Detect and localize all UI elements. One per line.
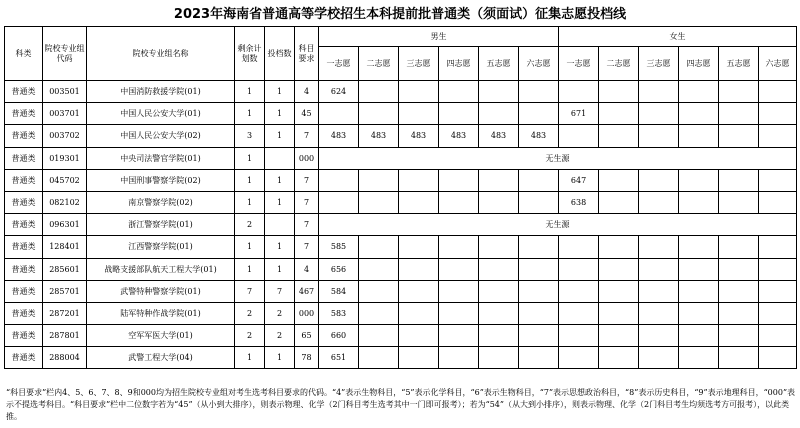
cell-male-score [519,103,559,125]
cell-female-score [679,169,719,191]
cell-female-score [639,302,679,324]
cell-name: 江西警察学院(01) [87,236,235,258]
cell-code: 003702 [43,125,87,147]
cell-female-score [559,325,599,347]
table-row [5,125,797,147]
cell-female-score [679,280,719,302]
cell-male-score: 624 [319,81,359,103]
cell-female-score [639,236,679,258]
cell-female-score [719,169,759,191]
cell-category: 普通类 [5,125,43,147]
cell-male-score [439,169,479,191]
table-row [5,147,797,169]
cell-subject: 000 [295,147,319,169]
cell-no-source: 无生源 [319,214,797,236]
cell-female-score [559,280,599,302]
cell-female-score [679,125,719,147]
cell-male-score: 583 [319,302,359,324]
cell-male-score [479,325,519,347]
cell-submitted: 2 [265,302,295,324]
cell-male-score: 483 [439,125,479,147]
cell-female-score [639,325,679,347]
cell-remaining: 1 [235,81,265,103]
cell-male-score [359,169,399,191]
cell-male-score [359,191,399,213]
cell-remaining: 1 [235,169,265,191]
table-row [5,258,797,280]
cell-female-score [719,258,759,280]
cell-female-score [759,302,797,324]
cell-submitted: 1 [265,125,295,147]
cell-male-score [359,258,399,280]
cell-female-score [759,280,797,302]
cell-male-score [519,302,559,324]
cell-code: 287801 [43,325,87,347]
cell-code: 003701 [43,103,87,125]
cell-code: 019301 [43,147,87,169]
cell-male-score [399,236,439,258]
cell-male-score [359,81,399,103]
table-row [5,280,797,302]
cell-male-score: 483 [479,125,519,147]
cell-male-score [399,258,439,280]
cell-subject: 4 [295,81,319,103]
cell-male-score [479,191,519,213]
cell-male-score [439,103,479,125]
cell-male-score [439,302,479,324]
cell-submitted: 1 [265,103,295,125]
cell-female-score [599,103,639,125]
cell-name: 陆军特种作战学院(01) [87,302,235,324]
cell-category: 普通类 [5,302,43,324]
cell-male-score [359,302,399,324]
cell-male-score [359,103,399,125]
cell-male-score [479,302,519,324]
header-name: 院校专业组名称 [87,27,235,81]
table-row [5,214,797,236]
cell-name: 武警特种警察学院(01) [87,280,235,302]
cell-submitted: 1 [265,236,295,258]
cell-female-score [679,191,719,213]
cell-female-score [599,236,639,258]
page-title: 2023年海南省普通高等学校招生本科提前批普通类（须面试）征集志愿投档线 [173,7,627,22]
cell-code: 003501 [43,81,87,103]
cell-female-score [719,191,759,213]
cell-male-score [519,81,559,103]
cell-female-score [639,169,679,191]
cell-category: 普通类 [5,280,43,302]
cell-female-score [559,258,599,280]
cell-female-score [759,125,797,147]
cell-female-score [639,191,679,213]
cell-male-score: 660 [319,325,359,347]
cell-submitted: 1 [265,81,295,103]
cell-female-score [639,280,679,302]
cell-male-score [479,169,519,191]
cell-female-score [559,236,599,258]
cell-subject: 78 [295,347,319,369]
table-row [5,191,797,213]
cell-female-score [719,347,759,369]
cell-female-score [679,258,719,280]
header-subject: 科目要求 [295,27,319,81]
cell-male-score [359,325,399,347]
cell-male-score [319,169,359,191]
cell-submitted: 7 [265,280,295,302]
header-female-choice: 六志愿 [759,47,797,81]
cell-female-score [759,325,797,347]
cell-female-score [599,81,639,103]
cell-submitted: 1 [265,169,295,191]
cell-subject: 7 [295,236,319,258]
cell-female-score [719,280,759,302]
cell-remaining: 3 [235,125,265,147]
cell-remaining: 1 [235,236,265,258]
cell-female-score [679,302,719,324]
cell-subject: 7 [295,214,319,236]
cell-male-score [399,347,439,369]
cell-remaining: 1 [235,347,265,369]
cell-remaining: 1 [235,258,265,280]
cell-remaining: 2 [235,302,265,324]
cell-male-score [319,191,359,213]
cell-male-score [399,325,439,347]
cell-submitted: 1 [265,258,295,280]
header-male-choice: 五志愿 [479,47,519,81]
header-female: 女生 [559,27,797,47]
cell-submitted: 2 [265,325,295,347]
cell-female-score: 647 [559,169,599,191]
cell-male-score [439,81,479,103]
cell-male-score: 651 [319,347,359,369]
cell-male-score [439,280,479,302]
header-male-choice: 六志愿 [519,47,559,81]
cell-male-score: 483 [519,125,559,147]
cell-female-score [559,347,599,369]
cell-female-score [679,103,719,125]
table-row [5,302,797,324]
cell-male-score [479,103,519,125]
cell-male-score [519,325,559,347]
cell-female-score [719,302,759,324]
cell-subject: 7 [295,125,319,147]
cell-subject: 4 [295,258,319,280]
cell-remaining: 2 [235,325,265,347]
cell-female-score [639,81,679,103]
cell-female-score [559,125,599,147]
cell-name: 武警工程大学(04) [87,347,235,369]
cell-male-score [439,236,479,258]
cell-name: 中国人民公安大学(01) [87,103,235,125]
cell-name: 南京警察学院(02) [87,191,235,213]
cell-code: 045702 [43,169,87,191]
cell-female-score [599,280,639,302]
cell-remaining: 1 [235,191,265,213]
cell-name: 空军军医大学(01) [87,325,235,347]
cell-female-score [599,325,639,347]
header-female-choice: 四志愿 [679,47,719,81]
cell-category: 普通类 [5,347,43,369]
cell-male-score [519,258,559,280]
header-male-choice: 三志愿 [399,47,439,81]
header-male: 男生 [319,27,559,47]
table-row [5,103,797,125]
footnote: “科目要求”栏内4、5、6、7、8、9和000均为招生院校专业组对考生选考科目要求的代码。“4”表示生物科目，“5”表示化学科目，“6”表示生物科目，“7”表示思想政治科目，“8”表示历史科目，“9”表示地理科目，“000”表示不提选考科目。“科目要求”栏中二位数字若为“45”（从小到大排序），则表示物理、化学（2门科目考生选考其中一门即可报考）；若为“54”（从大到小排序），则表示物理、化学（2门科目考生均须选考方可报考），以此类推。 [6,388,796,421]
cell-code: 285701 [43,280,87,302]
cell-subject: 000 [295,302,319,324]
cell-male-score [479,81,519,103]
cell-submitted: 1 [265,191,295,213]
cell-female-score [759,169,797,191]
header-male-choice: 二志愿 [359,47,399,81]
cell-female-score [759,103,797,125]
cell-female-score [719,125,759,147]
cell-remaining: 7 [235,280,265,302]
table-row [5,347,797,369]
cell-male-score [399,302,439,324]
cell-female-score [759,236,797,258]
table-row [5,236,797,258]
header-female-choice: 三志愿 [639,47,679,81]
cell-female-score [679,347,719,369]
cell-category: 普通类 [5,103,43,125]
table-row [5,169,797,191]
cell-male-score [519,236,559,258]
cell-remaining: 1 [235,147,265,169]
cell-female-score [719,236,759,258]
header-code: 院校专业组代码 [43,27,87,81]
cell-male-score [399,103,439,125]
cell-subject: 467 [295,280,319,302]
cell-female-score [679,325,719,347]
cell-male-score [399,191,439,213]
cell-male-score [319,103,359,125]
cell-female-score [559,302,599,324]
cell-code: 082102 [43,191,87,213]
header-female-choice: 一志愿 [559,47,599,81]
cell-name: 中国人民公安大学(02) [87,125,235,147]
cell-male-score [479,258,519,280]
table-body [5,81,797,369]
cell-male-score: 483 [399,125,439,147]
cell-female-score [599,347,639,369]
cell-male-score: 483 [319,125,359,147]
cell-female-score [559,81,599,103]
cell-female-score [719,325,759,347]
cell-code: 285601 [43,258,87,280]
cell-submitted: 1 [265,347,295,369]
cell-male-score [519,191,559,213]
cell-subject: 7 [295,169,319,191]
cell-male-score [359,347,399,369]
cell-subject: 45 [295,103,319,125]
cell-category: 普通类 [5,258,43,280]
cell-name: 战略支援部队航天工程大学(01) [87,258,235,280]
header-female-choice: 二志愿 [599,47,639,81]
cell-code: 096301 [43,214,87,236]
cell-subject: 7 [295,191,319,213]
cell-male-score [479,236,519,258]
cell-male-score [479,280,519,302]
admission-score-table [4,26,797,369]
cell-male-score [399,169,439,191]
cell-female-score [599,191,639,213]
cell-female-score [759,191,797,213]
cell-male-score [399,81,439,103]
cell-female-score [639,347,679,369]
cell-category: 普通类 [5,191,43,213]
cell-female-score [759,81,797,103]
cell-category: 普通类 [5,236,43,258]
cell-male-score [359,280,399,302]
cell-category: 普通类 [5,214,43,236]
cell-female-score [639,125,679,147]
header-male-choice: 一志愿 [319,47,359,81]
cell-male-score: 483 [359,125,399,147]
cell-remaining: 1 [235,103,265,125]
header-category: 科类 [5,27,43,81]
cell-submitted [265,214,295,236]
cell-code: 287201 [43,302,87,324]
cell-female-score [639,103,679,125]
cell-category: 普通类 [5,169,43,191]
cell-female-score [719,81,759,103]
table-row [5,325,797,347]
cell-name: 中国刑事警察学院(02) [87,169,235,191]
cell-category: 普通类 [5,81,43,103]
cell-subject: 65 [295,325,319,347]
cell-male-score [519,169,559,191]
cell-male-score [359,236,399,258]
cell-female-score [599,125,639,147]
cell-female-score [599,169,639,191]
cell-category: 普通类 [5,147,43,169]
cell-female-score [599,258,639,280]
header-male-choice: 四志愿 [439,47,479,81]
cell-female-score [639,258,679,280]
cell-code: 128401 [43,236,87,258]
cell-male-score: 584 [319,280,359,302]
cell-male-score [519,347,559,369]
table-row [5,81,797,103]
cell-no-source: 无生源 [319,147,797,169]
cell-submitted [265,147,295,169]
cell-male-score: 656 [319,258,359,280]
header-remaining: 剩余计划数 [235,27,265,81]
cell-remaining: 2 [235,214,265,236]
cell-name: 中央司法警官学院(01) [87,147,235,169]
cell-male-score: 585 [319,236,359,258]
cell-male-score [399,280,439,302]
cell-male-score [439,347,479,369]
cell-female-score [599,302,639,324]
cell-male-score [439,325,479,347]
cell-name: 浙江警察学院(01) [87,214,235,236]
cell-code: 288004 [43,347,87,369]
cell-male-score [439,191,479,213]
cell-female-score [759,258,797,280]
cell-female-score [679,81,719,103]
cell-female-score [679,236,719,258]
cell-male-score [439,258,479,280]
cell-category: 普通类 [5,325,43,347]
cell-name: 中国消防救援学院(01) [87,81,235,103]
header-female-choice: 五志愿 [719,47,759,81]
cell-female-score: 638 [559,191,599,213]
cell-female-score: 671 [559,103,599,125]
cell-female-score [719,103,759,125]
cell-male-score [479,347,519,369]
cell-male-score [519,280,559,302]
cell-female-score [759,347,797,369]
header-submitted: 投档数 [265,27,295,81]
